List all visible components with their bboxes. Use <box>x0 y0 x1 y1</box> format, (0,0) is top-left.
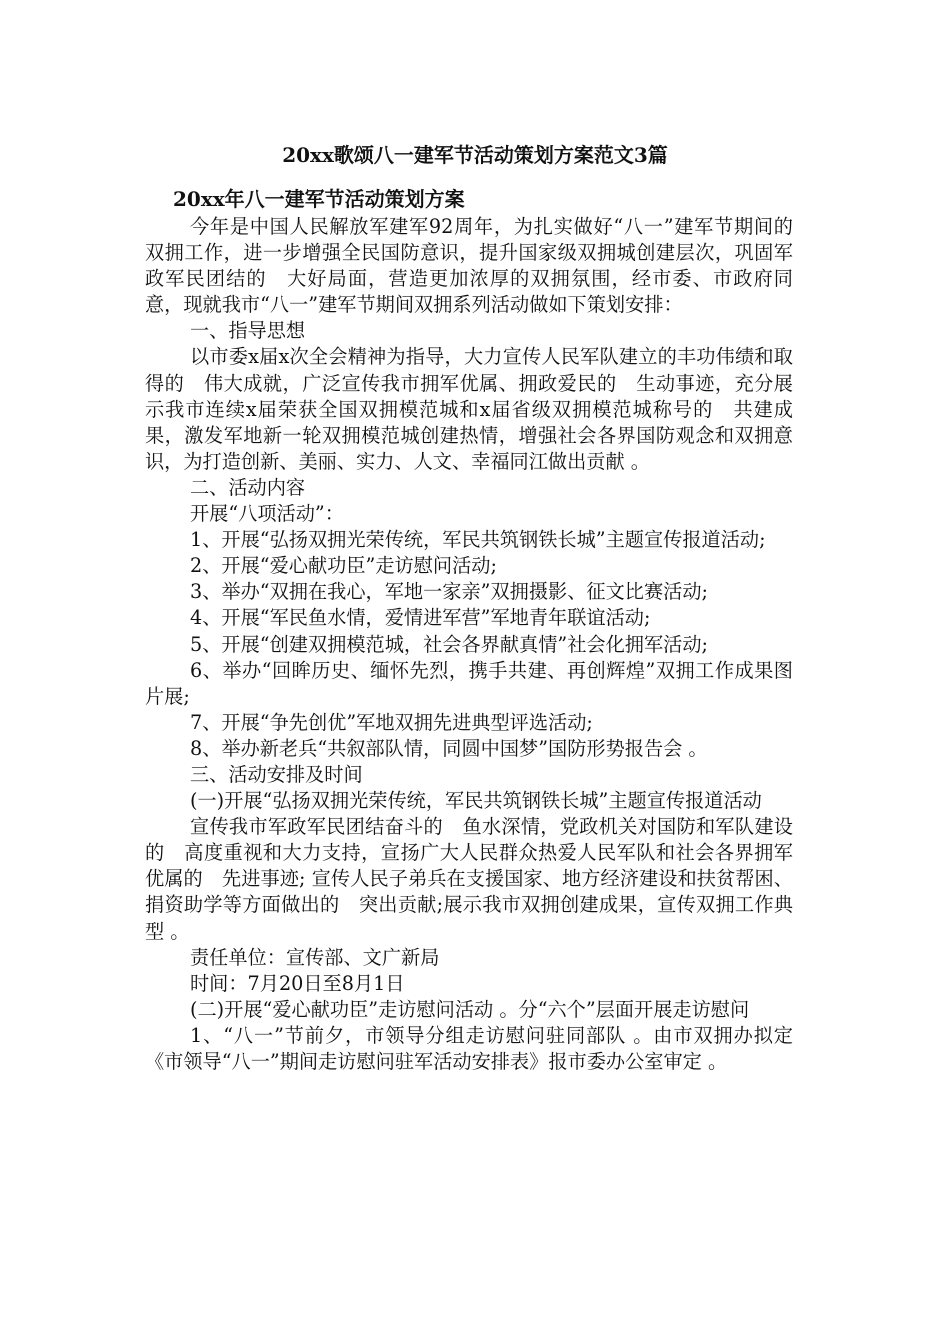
list-item: 5、开展“创建双拥模范城，社会各界献真情”社会化拥军活动; <box>190 632 708 656</box>
heading-guiding-ideology: 一、指导思想 <box>190 319 306 343</box>
list-item: 8、举办新老兵“共叙部队情，同圆中国梦”国防形势报告会 。 <box>190 736 708 760</box>
document-title: 20xx歌颂八一建军节活动策划方案范文3篇 <box>282 143 668 167</box>
paragraph: 宣传我市军政军民团结奋斗的 鱼水深情，党政机关对国防和军队建设的 高度重视和大力支持，宣扬广大人民群众热爱人民军队和社会各界拥军优属的 先进事迹; 宣传人民子弟兵在支援国家、地方经济建设和扶贫帮困、捐资助学等方面做出的 突出贡献;展示我市双拥创建成果，宣传双拥工作典型 。 <box>145 815 793 943</box>
heading-activity-content: 二、活动内容 <box>190 475 306 499</box>
paragraph: 今年是中国人民解放军建军92周年，为扎实做好“八一”建军节期间的 双拥工作，进一步增强全民国防意识，提升国家级双拥城创建层次，巩固军政军民团结的 大好局面，营造更加浓厚的双拥氛围，经市委、市政府同意，现就我市“八一”建军节期间双拥系列活动做如下策划安排： <box>145 215 813 317</box>
section-title: 20xx年八一建军节活动策划方案 <box>173 187 465 211</box>
list-item: 1、开展“弘扬双拥光荣传统，军民共筑钢铁长城”主题宣传报道活动; <box>190 528 766 552</box>
paragraph: (一)开展“弘扬双拥光荣传统，军民共筑钢铁长城”主题宣传报道活动 <box>190 789 762 813</box>
list-item: 6、举办“回眸历史、缅怀先烈，携手共建、再创辉煌”双拥工作成果图片展; <box>145 658 793 708</box>
paragraph: 开展“八项活动”： <box>190 502 344 526</box>
paragraph: 以市委x届x次全会精神为指导，大力宣传人民军队建立的丰功伟绩和取得的 伟大成就，广泛宣传我市拥军优属、拥政爱民的 生动事迹，充分展示我市连续x届荣获全国双拥模范城和x届省级双拥模范城称号的 共建成果，激发军地新一轮双拥模范城创建热情，增强社会各界国防观念和双拥意识，为打造创新、美丽、实力、人文、幸福同江做出贡献 。 <box>145 345 793 473</box>
list-item: 2、开展“爱心献功臣”走访慰问活动; <box>190 554 497 578</box>
paragraph: 1、“八一”节前夕，市领导分组走访慰问驻同部队 。由市双拥办拟定《市领导“八一”期间走访慰问驻军活动安排表》报市委办公室审定 。 <box>145 1023 793 1073</box>
paragraph: 责任单位：宣传部、文广新局 <box>190 945 440 969</box>
list-item: 7、开展“争先创优”军地双拥先进典型评选活动; <box>190 710 593 734</box>
paragraph: 时间：7月20日至8月1日 <box>190 971 405 995</box>
list-item: 4、开展“军民鱼水情，爱情进军营”军地青年联谊活动; <box>190 606 651 630</box>
document-body <box>145 185 813 1075</box>
paragraph: (二)开展“爱心献功臣”走访慰问活动 。分“六个”层面开展走访慰问 <box>190 997 750 1021</box>
list-item: 3、举办“双拥在我心，军地一家亲”双拥摄影、征文比赛活动; <box>190 580 708 604</box>
heading-schedule: 三、活动安排及时间 <box>190 762 363 786</box>
